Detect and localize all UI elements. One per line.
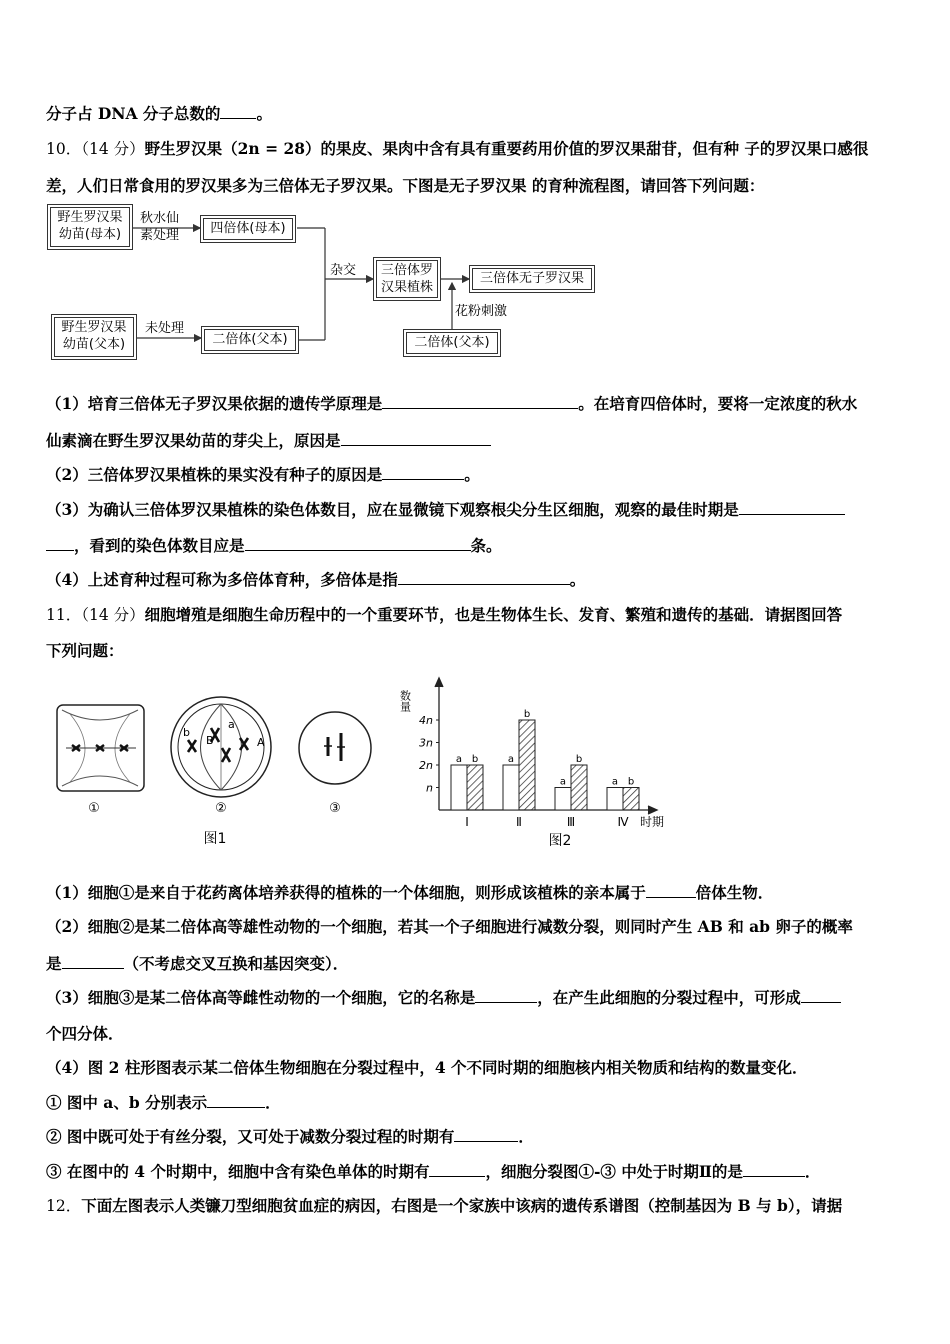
answer-blank[interactable]: [382, 465, 464, 480]
flow-arrows: [0, 0, 950, 400]
flow-diploid-father: 二倍体(父本): [204, 329, 296, 351]
q11-sub4-2: ② 图中既可处于有丝分裂，又可处于减数分裂过程的时期有 ．: [46, 1127, 534, 1146]
q11-stem-2: 下列问题：: [46, 641, 124, 660]
q11-sub3-b: 个四分体．: [46, 1024, 124, 1043]
y-tick-label: 3n: [419, 736, 433, 750]
bar-label-a: a: [611, 776, 619, 788]
answer-blank[interactable]: [46, 536, 74, 551]
bar-b-1: [467, 765, 483, 810]
answer-blank[interactable]: [341, 431, 491, 446]
q10-sub2: （2）三倍体罗汉果植株的果实没有种子的原因是 。: [46, 465, 480, 484]
gene-a-label: a: [228, 718, 235, 731]
flow-untreated: 未处理: [145, 321, 185, 336]
answer-blank[interactable]: [739, 500, 845, 515]
bar-label-a: a: [507, 754, 515, 765]
bar-label-b: b: [627, 776, 635, 788]
answer-blank[interactable]: [207, 1093, 265, 1108]
cell-3-label: ③: [329, 801, 341, 816]
q10-sub1-a: （1）培育三倍体无子罗汉果依据的遗传学原理是 。在培育四倍体时，要将一定浓度的秋水: [46, 394, 858, 413]
answer-blank[interactable]: [429, 1162, 485, 1177]
flow-triploid-fruit: 三倍体无子罗汉果: [472, 268, 592, 290]
bar-a-2: [503, 765, 519, 810]
bar-b-4: [623, 788, 639, 811]
line-continuation: 分子占 DNA 分子总数的 。: [46, 104, 272, 123]
bar-label-b: b: [471, 754, 479, 765]
gene-A-label: A: [257, 736, 265, 749]
answer-blank[interactable]: [646, 883, 696, 898]
flow-pollen: 花粉刺激: [455, 304, 508, 319]
flow-colchicine: 秋水仙 素处理: [140, 211, 180, 243]
flow-tetraploid: 四倍体(母本): [203, 218, 293, 240]
q10-stem-1: 10．（14 分）野生罗汉果（2n = 28）的果皮、果肉中含有具有重要药用价值的罗汉果甜苷，但有种 子的罗汉果口感很: [46, 139, 869, 158]
answer-blank[interactable]: [398, 570, 570, 585]
x-axis-label: 时期: [640, 815, 665, 829]
flow-triploid-plant: 三倍体罗 汉果植株: [376, 260, 438, 298]
q12-stem-1: 12．下面左图表示人类镰刀型细胞贫血症的病因，右图是一个家族中该病的遗传系谱图（控制基因为 B 与 b），请据: [46, 1196, 843, 1215]
flow-wild-mother: 野生罗汉果 幼苗(母本): [50, 207, 130, 247]
q10-sub1-b: 仙素滴在野生罗汉果幼苗的芽尖上，原因是: [46, 431, 908, 451]
bar-label-a: a: [455, 754, 463, 765]
answer-blank[interactable]: [454, 1127, 518, 1142]
q11-sub4-1: ① 图中 a、b 分别表示 ．: [46, 1093, 281, 1112]
bar-a-3: [555, 788, 571, 811]
category-label: Ⅰ: [465, 815, 469, 829]
cell-3-diagram: [299, 712, 371, 784]
q10-sub3-b: ，看到的染色体数目应是 条。: [46, 536, 908, 556]
bar-label-b: b: [575, 754, 583, 765]
answer-blank[interactable]: [62, 954, 124, 969]
figure-1-cells: [0, 670, 400, 860]
flow-wild-father: 野生罗汉果 幼苗(父本): [54, 317, 134, 357]
answer-blank[interactable]: [801, 988, 841, 1003]
gene-B-label: B: [206, 734, 214, 747]
category-label: Ⅲ: [566, 815, 576, 829]
q11-sub3-a: （3）细胞③是某二倍体高等雌性动物的一个细胞，它的名称是 ，在产生此细胞的分裂过程中，可形成: [46, 988, 908, 1008]
y-tick-label: n: [426, 781, 433, 795]
q11-sub2-b: 是 （不考虑交叉互换和基因突变）．: [46, 954, 349, 973]
cell-2-diagram: [171, 697, 271, 797]
cell-2-label: ②: [215, 801, 227, 816]
figure-2-bar-chart: [395, 670, 695, 860]
figure-2-caption: 图2: [548, 833, 572, 849]
bar-b-3: [571, 765, 587, 810]
q10-sub4: （4）上述育种过程可称为多倍体育种，多倍体是指 。: [46, 570, 586, 589]
answer-blank[interactable]: [245, 536, 471, 551]
bar-label-a: a: [559, 776, 567, 788]
q11-sub1: （1）细胞①是来自于花药离体培养获得的植株的一个体细胞，则形成该植株的亲本属于 倍体生物．: [46, 883, 774, 902]
cell-1-label: ①: [88, 801, 100, 816]
q11-stem-1: 11．（14 分）细胞增殖是细胞生命历程中的一个重要环节，也是生物体生长、发育、繁殖和遗传的基础．请据图回答: [46, 605, 843, 624]
bar-a-1: [451, 765, 467, 810]
y-tick-label: 2n: [419, 759, 433, 772]
q10-sub3-a: （3）为确认三倍体罗汉果植株的染色体数目，应在显微镜下观察根尖分生区细胞，观察的最佳时期是: [46, 500, 908, 520]
q11-sub4: （4）图 2 柱形图表示某二倍体生物细胞在分裂过程中，4 个不同时期的细胞核内相关物质和结构的数量变化．: [46, 1058, 808, 1077]
y-axis-label-1: 数量: [398, 690, 412, 712]
gene-b-label: b: [183, 726, 190, 739]
bar-b-2: [519, 720, 535, 810]
bar-label-b: b: [523, 709, 531, 720]
q11-sub2-a: （2）细胞②是某二倍体高等雄性动物的一个细胞，若其一个子细胞进行减数分裂，则同时产生 AB 和 ab 卵子的概率: [46, 917, 853, 936]
cell-1-diagram: [57, 705, 144, 791]
q11-sub4-3: ③ 在图中的 4 个时期中，细胞中含有染色单体的时期有 ，细胞分裂图①-③ 中处于时期Ⅱ的是 ．: [46, 1162, 821, 1181]
answer-blank[interactable]: [743, 1162, 805, 1177]
figure-1-caption: 图1: [203, 831, 227, 847]
flow-cross: 杂交: [330, 263, 357, 278]
flow-diploid-father-2: 二倍体(父本): [406, 332, 498, 354]
answer-blank[interactable]: [382, 394, 578, 409]
answer-blank[interactable]: [475, 988, 537, 1003]
q10-stem-2: 差，人们日常食用的罗汉果多为三倍体无子罗汉果。下图是无子罗汉果 的育种流程图，请回答下列问题：: [46, 176, 765, 195]
category-label: Ⅳ: [617, 815, 629, 829]
category-label: Ⅱ: [516, 815, 522, 829]
y-tick-label: 4n: [419, 714, 433, 727]
bar-a-4: [607, 788, 623, 811]
